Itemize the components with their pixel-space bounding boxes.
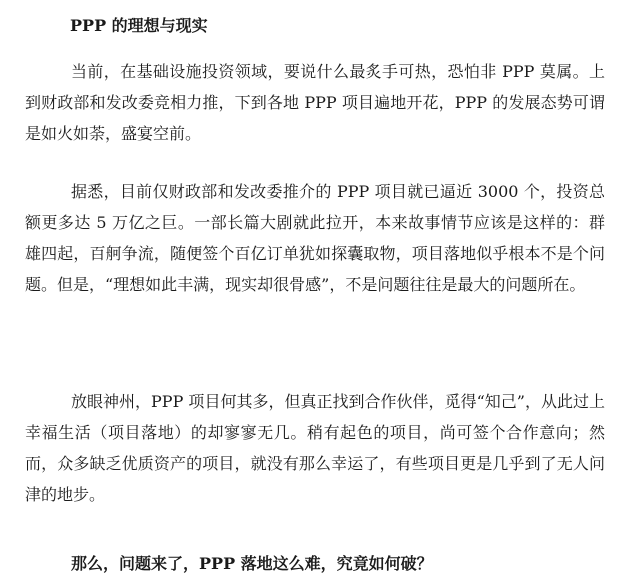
article-title: PPP 的理想与现实 (70, 16, 208, 35)
paragraph-statistics: 据悉，目前仅财政部和发改委推介的 PPP 项目就已逼近 3000 个，投资总额更多达 5 万亿之巨。一部长篇大剧就此拉开，本来故事情节应该是这样的：群雄四起，百舸争流，随便签个百亿订单犹如探囊取物，项目落地似乎根本不是个问题。但是，“理想如此丰满，现实却很骨感”，不是问题往往是最大的问题所在。 (25, 182, 605, 294)
paragraph-reality: 放眼神州，PPP 项目何其多，但真正找到合作伙伴，觅得“知己”，从此过上幸福生活（项目落地）的却寥寥无几。稍有起色的项目，尚可签个合作意向；然而，众多缺乏优质资产的项目，就没有那么幸运了，有些项目更是几乎到了无人问津的地步。 (25, 392, 605, 504)
closing-question: 那么，问题来了，PPP 落地这么难，究竟如何破？ (71, 554, 433, 573)
paragraph-intro: 当前，在基础设施投资领域，要说什么最炙手可热，恐怕非 PPP 莫属。上到财政部和发改委竞相力推，下到各地 PPP 项目遍地开花，PPP 的发展态势可谓是如火如荼，盛宴空前。 (25, 62, 605, 143)
